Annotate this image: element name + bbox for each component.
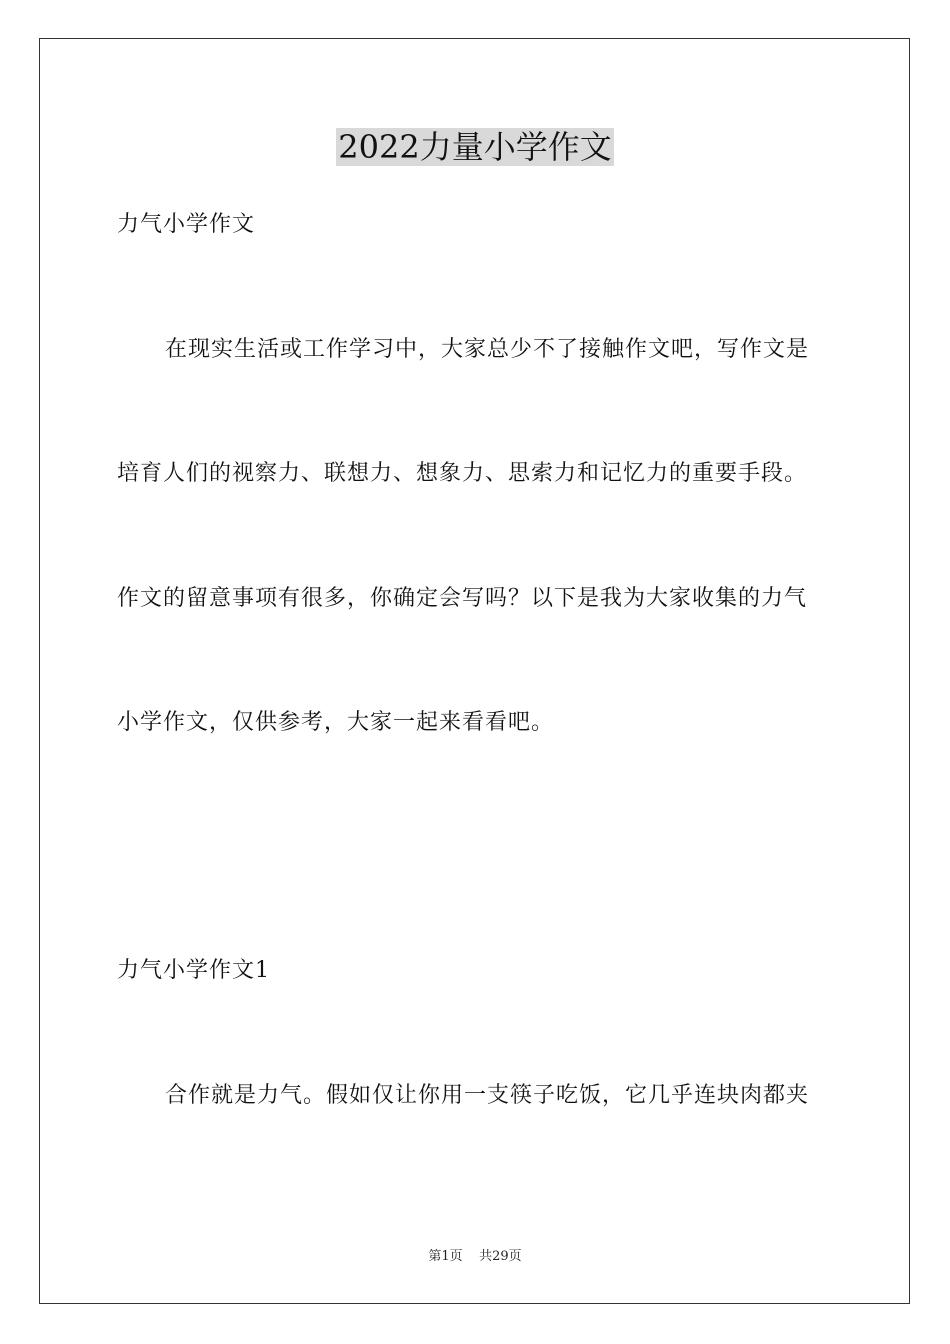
section-heading: 力气小学作文 (117, 212, 256, 237)
paragraph-line: 小学作文，仅供参考，大家一起来看看吧。 (117, 710, 555, 735)
paragraph-line: 作文的留意事项有很多，你确定会写吗？以下是我为大家收集的力气 (117, 586, 808, 611)
paragraph-line: 合作就是力气。假如仅让你用一支筷子吃饭，它几乎连块肉都夹 (165, 1083, 810, 1108)
section-heading: 力气小学作文1 (117, 958, 270, 983)
document-title-text: 2022力量小学作文 (338, 128, 612, 166)
page-footer (0, 1248, 950, 1266)
page-total: 共29页 (479, 1249, 522, 1264)
page-number: 第1页 (428, 1249, 463, 1264)
document-title (0, 126, 950, 168)
paragraph-line: 培育人们的视察力、联想力、想象力、思索力和记忆力的重要手段。 (117, 461, 808, 486)
paragraph-line: 在现实生活或工作学习中，大家总少不了接触作文吧，写作文是 (165, 337, 810, 362)
